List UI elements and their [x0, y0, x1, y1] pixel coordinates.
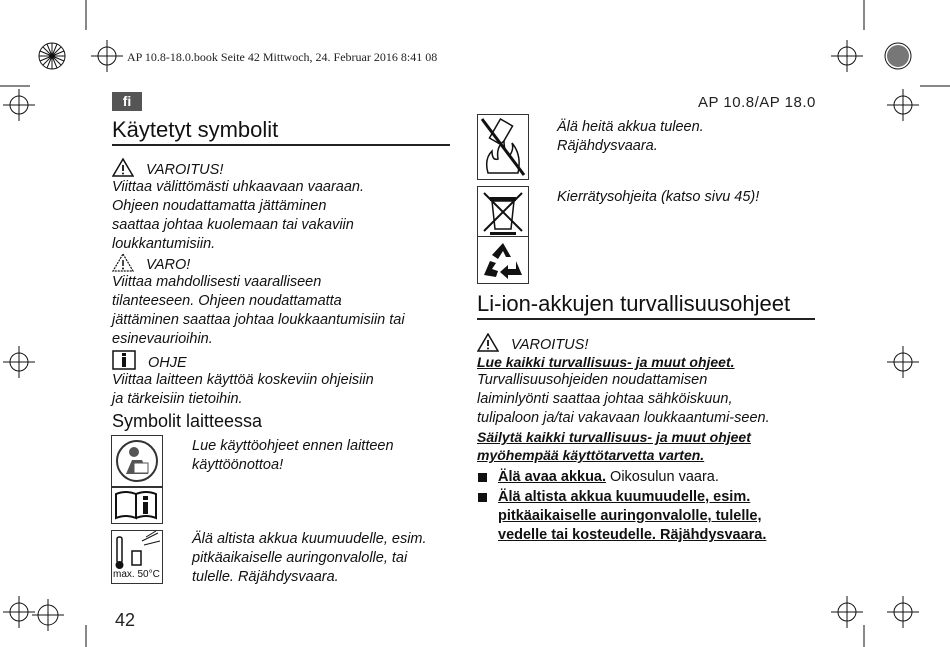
- bullet-item: [498, 468, 818, 487]
- symbols-on-device-title: Symbolit laitteessa: [112, 411, 263, 431]
- max-temp-label: max. 50°C: [113, 569, 160, 580]
- warning-label: VAROITUS!: [146, 162, 224, 178]
- language-tab: fi: [112, 92, 142, 111]
- no-fire-icon: [477, 114, 529, 180]
- liion-body-line: Turvallisuusohjeiden noudattamisen: [477, 372, 708, 388]
- bullet-rest-text: Oikosulun vaara.: [606, 469, 719, 485]
- caution-line: esinevaurioihin.: [112, 331, 213, 347]
- bullet-item: [498, 488, 818, 545]
- max-temperature-icon: [111, 530, 163, 584]
- note-label: OHJE: [148, 355, 187, 371]
- bullet-line: Älä altista akkua kuumuudelle, esim.: [498, 489, 751, 505]
- liion-title-rule: [477, 318, 815, 320]
- note-line: ja tärkeisiin tietoihin.: [112, 391, 243, 407]
- recycle-icon: [477, 236, 529, 284]
- bullet-square: [478, 493, 487, 502]
- no-fire-text: [557, 118, 817, 156]
- crossed-bin-icon: [477, 186, 529, 238]
- book-meta-line: AP 10.8-18.0.book Seite 42 Mittwoch, 24. Februar 2016 8:41 08: [127, 50, 438, 64]
- symbol-heat-line: tulelle. Räjähdysvaara.: [192, 569, 339, 585]
- symbol-manual-line: Lue käyttöohjeet ennen laitteen: [192, 438, 394, 454]
- bullet-line: pitkäaikaiselle auringonvalolle, tulelle,: [498, 508, 762, 524]
- bullet-line: vedelle tai kosteudelle. Räjähdysvaara.: [498, 527, 767, 543]
- warning-block: [112, 158, 457, 254]
- bullet-square: [478, 473, 487, 482]
- caution-line: tilanteeseen. Ohjeen noudattamatta: [112, 293, 342, 309]
- page-number: 42: [115, 610, 136, 630]
- warning-line: loukkantumisiin.: [112, 236, 216, 252]
- symbol-fire-line: Älä heitä akkua tuleen.: [557, 119, 704, 135]
- manual-info-icon: [111, 487, 163, 524]
- warning-triangle-icon: [112, 158, 134, 177]
- symbol-heat-line: Älä altista akkua kuumuudelle, esim.: [192, 531, 427, 547]
- symbol-manual-line: käyttöönottoa!: [192, 457, 284, 473]
- warning-line: Ohjeen noudattamatta jättäminen: [112, 198, 327, 214]
- read-all-instructions: Lue kaikki turvallisuus- ja muut ohjeet.: [477, 354, 735, 370]
- caution-triangle-icon: [112, 253, 134, 272]
- keep-instructions-line: myöhempää käyttötarvetta varten.: [477, 447, 705, 463]
- caution-label: VARO!: [146, 257, 191, 273]
- caution-line: Viittaa mahdollisesti vaaralliseen: [112, 274, 322, 290]
- warning-line: Viittaa välittömästi uhkaavaan vaaraan.: [112, 179, 365, 195]
- info-icon: [112, 350, 136, 370]
- liion-warning-label: VAROITUS!: [511, 337, 589, 353]
- liion-warning-block: [477, 333, 822, 464]
- caution-block: [112, 253, 457, 349]
- model-name: AP 10.8/AP 18.0: [698, 94, 816, 111]
- section-title-liion: Li-ion-akkujen turvallisuusohjeet: [477, 291, 791, 316]
- note-block: [112, 350, 457, 409]
- caution-line: jättäminen saattaa johtaa loukkaantumisiin tai: [112, 312, 405, 328]
- warning-line: saattaa johtaa kuolemaan tai vakaviin: [112, 217, 354, 233]
- read-manual-text: [192, 437, 462, 475]
- read-manual-icon: [111, 435, 163, 487]
- heat-warning-text: [192, 530, 472, 587]
- liion-body-line: laiminlyönti saattaa johtaa sähköiskuun,: [477, 391, 733, 407]
- warning-triangle-icon: [477, 333, 499, 352]
- section-title-symbols: Käytetyt symbolit: [112, 117, 279, 142]
- keep-instructions-line: Säilytä kaikki turvallisuus- ja muut ohjeet: [477, 429, 751, 445]
- title-rule: [112, 144, 450, 146]
- symbol-fire-line: Räjähdysvaara.: [557, 138, 658, 154]
- symbol-heat-line: pitkäaikaiselle auringonvalolle, tai: [192, 550, 408, 566]
- liion-body-line: tulipaloon ja/tai vakavaan loukkaantumi-seen.: [477, 410, 770, 426]
- note-line: Viittaa laitteen käyttöä koskeviin ohjeisiin: [112, 372, 374, 388]
- recycling-text: Kierrätysohjeita (katso sivu 45)!: [557, 189, 760, 205]
- bullet-bold-text: Älä avaa akkua.: [498, 469, 607, 485]
